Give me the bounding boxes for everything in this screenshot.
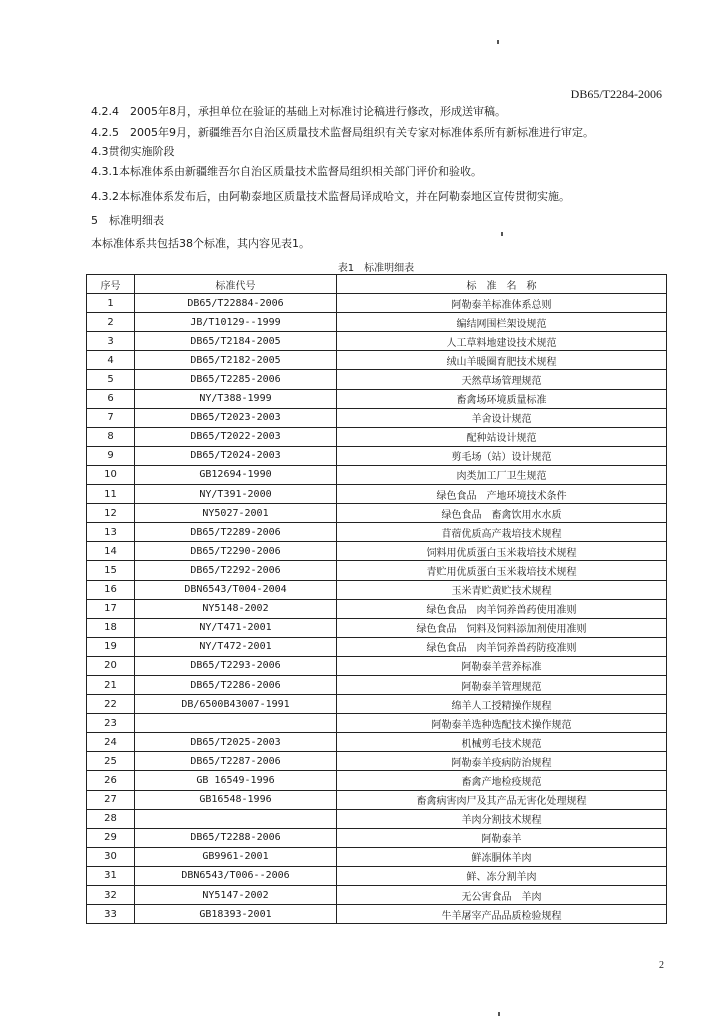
cell-number: 5	[87, 370, 135, 389]
cell-number: 18	[87, 618, 135, 637]
cell-number: 30	[87, 847, 135, 866]
cell-standard-name: 阿勒泰羊选种选配技术操作规范	[337, 714, 667, 733]
table-row	[87, 446, 667, 465]
cell-standard-name: 编结网围栏架设规范	[337, 313, 667, 332]
table-row	[87, 370, 667, 389]
table-row	[87, 675, 667, 694]
scan-speck	[501, 232, 503, 236]
table-row	[87, 294, 667, 313]
paragraph-4-2-4: 4.2.4 2005年8月，承担单位在验证的基础上对标准讨论稿进行修改，形成送审稿。	[91, 105, 506, 118]
cell-standard-code: DB65/T2286-2006	[135, 675, 337, 694]
table-row	[87, 485, 667, 504]
cell-standard-name: 羊肉分割技术规程	[337, 809, 667, 828]
cell-standard-code: DB65/T2184-2005	[135, 332, 337, 351]
cell-standard-name: 牛羊屠宰产品品质检验规程	[337, 905, 667, 924]
cell-number: 8	[87, 427, 135, 446]
cell-number: 10	[87, 465, 135, 484]
cell-standard-name: 机械剪毛技术规范	[337, 733, 667, 752]
cell-number: 12	[87, 504, 135, 523]
cell-number: 31	[87, 866, 135, 885]
paragraph-4-3-1: 4.3.1本标准体系由新疆维吾尔自治区质量技术监督局组织相关部门评价和验收。	[91, 165, 482, 178]
table-row	[87, 695, 667, 714]
cell-standard-code: NY5148-2002	[135, 599, 337, 618]
cell-standard-name: 鲜冻胴体羊肉	[337, 847, 667, 866]
cell-standard-code: DB65/T2287-2006	[135, 752, 337, 771]
cell-standard-name: 绵羊人工授精操作规程	[337, 695, 667, 714]
table-row	[87, 427, 667, 446]
table-row	[87, 332, 667, 351]
cell-standard-name: 鲜、冻分割羊肉	[337, 866, 667, 885]
table-row	[87, 313, 667, 332]
paragraph-4-2-5: 4.2.5 2005年9月，新疆维吾尔自治区质量技术监督局组织有关专家对标准体系所有新标准进行审定。	[91, 126, 594, 139]
scan-speck	[498, 1012, 500, 1016]
cell-standard-code	[135, 714, 337, 733]
cell-standard-code: DB65/T2024-2003	[135, 446, 337, 465]
table-row	[87, 599, 667, 618]
cell-standard-code: NY/T471-2001	[135, 618, 337, 637]
table-body	[87, 294, 667, 924]
cell-number: 19	[87, 637, 135, 656]
table-row	[87, 618, 667, 637]
table-row	[87, 905, 667, 924]
table-row	[87, 828, 667, 847]
section-heading-4-3: 4.3贯彻实施阶段	[91, 145, 175, 158]
cell-number: 9	[87, 446, 135, 465]
cell-standard-code: DB/6500B43007-1991	[135, 695, 337, 714]
cell-number: 22	[87, 695, 135, 714]
cell-standard-name: 绿色食品 饲料及饲料添加剂使用准则	[337, 618, 667, 637]
section-heading-5: 5 标准明细表	[91, 214, 164, 227]
cell-number: 6	[87, 389, 135, 408]
cell-standard-name: 阿勒泰羊	[337, 828, 667, 847]
page-number: 2	[659, 960, 664, 971]
table-row	[87, 809, 667, 828]
cell-standard-name: 绿色食品 畜禽饮用水水质	[337, 504, 667, 523]
table-row	[87, 886, 667, 905]
cell-number: 11	[87, 485, 135, 504]
cell-standard-code: DB65/T2289-2006	[135, 523, 337, 542]
cell-number: 23	[87, 714, 135, 733]
cell-standard-code: GB9961-2001	[135, 847, 337, 866]
cell-standard-name: 阿勒泰羊管理规范	[337, 675, 667, 694]
cell-standard-code: NY/T388-1999	[135, 389, 337, 408]
cell-standard-code: DB65/T2290-2006	[135, 542, 337, 561]
cell-standard-code: DBN6543/T004-2004	[135, 580, 337, 599]
cell-standard-code: DB65/T2293-2006	[135, 656, 337, 675]
table-row	[87, 637, 667, 656]
cell-standard-name: 饲料用优质蛋白玉米栽培技术规程	[337, 542, 667, 561]
cell-standard-code	[135, 809, 337, 828]
table-caption: 表1 标准明细表	[337, 263, 415, 274]
cell-standard-code: GB 16549-1996	[135, 771, 337, 790]
paragraph-table-intro: 本标准体系共包括38个标准，其内容见表1。	[91, 237, 310, 250]
cell-number: 33	[87, 905, 135, 924]
cell-standard-name: 绿色食品 肉羊饲养兽药使用准则	[337, 599, 667, 618]
cell-standard-name: 畜禽病害肉尸及其产品无害化处理规程	[337, 790, 667, 809]
cell-number: 32	[87, 886, 135, 905]
cell-standard-name: 绿色食品 肉羊饲养兽药防疫准则	[337, 637, 667, 656]
table-row	[87, 866, 667, 885]
cell-standard-name: 羊舍设计规范	[337, 408, 667, 427]
cell-standard-name: 肉类加工厂卫生规范	[337, 465, 667, 484]
table-row	[87, 351, 667, 370]
cell-standard-name: 阿勒泰羊营养标准	[337, 656, 667, 675]
cell-number: 15	[87, 561, 135, 580]
cell-number: 28	[87, 809, 135, 828]
cell-number: 2	[87, 313, 135, 332]
cell-number: 25	[87, 752, 135, 771]
document-code: DB65/T2284-2006	[570, 87, 662, 101]
cell-number: 24	[87, 733, 135, 752]
column-header-number: 序号	[87, 275, 135, 294]
cell-number: 26	[87, 771, 135, 790]
cell-standard-code: DB65/T2182-2005	[135, 351, 337, 370]
cell-standard-name: 阿勒泰羊标准体系总则	[337, 294, 667, 313]
cell-standard-name: 玉米青贮黄贮技术规程	[337, 580, 667, 599]
cell-standard-name: 无公害食品 羊肉	[337, 886, 667, 905]
cell-number: 29	[87, 828, 135, 847]
cell-standard-code: DB65/T2025-2003	[135, 733, 337, 752]
table-row	[87, 389, 667, 408]
table-row	[87, 408, 667, 427]
cell-number: 16	[87, 580, 135, 599]
cell-standard-code: NY/T391-2000	[135, 485, 337, 504]
cell-standard-name: 绿色食品 产地环境技术条件	[337, 485, 667, 504]
cell-standard-code: GB18393-2001	[135, 905, 337, 924]
table-row	[87, 790, 667, 809]
table-row	[87, 733, 667, 752]
table-row	[87, 465, 667, 484]
cell-number: 17	[87, 599, 135, 618]
table-row	[87, 771, 667, 790]
table-row	[87, 752, 667, 771]
cell-number: 14	[87, 542, 135, 561]
cell-number: 4	[87, 351, 135, 370]
cell-standard-code: GB16548-1996	[135, 790, 337, 809]
cell-standard-code: DB65/T2023-2003	[135, 408, 337, 427]
cell-number: 3	[87, 332, 135, 351]
cell-standard-name: 人工草料地建设技术规范	[337, 332, 667, 351]
table-row	[87, 714, 667, 733]
cell-standard-name: 苜蓿优质高产栽培技术规程	[337, 523, 667, 542]
cell-number: 21	[87, 675, 135, 694]
cell-standard-name: 绒山羊暖圈育肥技术规程	[337, 351, 667, 370]
standards-table	[86, 274, 667, 924]
cell-number: 1	[87, 294, 135, 313]
table-row	[87, 580, 667, 599]
table-header-row	[87, 275, 667, 294]
table-row	[87, 504, 667, 523]
cell-standard-name: 阿勒泰羊疫病防治规程	[337, 752, 667, 771]
cell-standard-code: DB65/T2022-2003	[135, 427, 337, 446]
cell-number: 13	[87, 523, 135, 542]
cell-number: 27	[87, 790, 135, 809]
cell-standard-code: JB/T10129--1999	[135, 313, 337, 332]
cell-number: 7	[87, 408, 135, 427]
cell-number: 20	[87, 656, 135, 675]
cell-standard-code: DB65/T22884-2006	[135, 294, 337, 313]
table-row	[87, 847, 667, 866]
table-row	[87, 542, 667, 561]
column-header-name: 标 准 名 称	[337, 275, 667, 294]
column-header-code: 标准代号	[135, 275, 337, 294]
cell-standard-name: 天然草场管理规范	[337, 370, 667, 389]
cell-standard-name: 畜禽场环境质量标准	[337, 389, 667, 408]
cell-standard-code: GB12694-1990	[135, 465, 337, 484]
table-row	[87, 523, 667, 542]
cell-standard-code: DB65/T2285-2006	[135, 370, 337, 389]
cell-standard-code: NY5027-2001	[135, 504, 337, 523]
table-row	[87, 561, 667, 580]
cell-standard-name: 配种站设计规范	[337, 427, 667, 446]
cell-standard-code: DBN6543/T006--2006	[135, 866, 337, 885]
cell-standard-code: NY/T472-2001	[135, 637, 337, 656]
scan-speck	[497, 40, 499, 44]
cell-standard-code: DB65/T2292-2006	[135, 561, 337, 580]
cell-standard-name: 畜禽产地检疫规范	[337, 771, 667, 790]
cell-standard-name: 青贮用优质蛋白玉米栽培技术规程	[337, 561, 667, 580]
cell-standard-name: 剪毛场（站）设计规范	[337, 446, 667, 465]
paragraph-4-3-2: 4.3.2本标准体系发布后，由阿勒泰地区质量技术监督局译成哈文，并在阿勒泰地区宣传贯彻实施。	[91, 190, 570, 203]
cell-standard-code: NY5147-2002	[135, 886, 337, 905]
table-row	[87, 656, 667, 675]
cell-standard-code: DB65/T2288-2006	[135, 828, 337, 847]
